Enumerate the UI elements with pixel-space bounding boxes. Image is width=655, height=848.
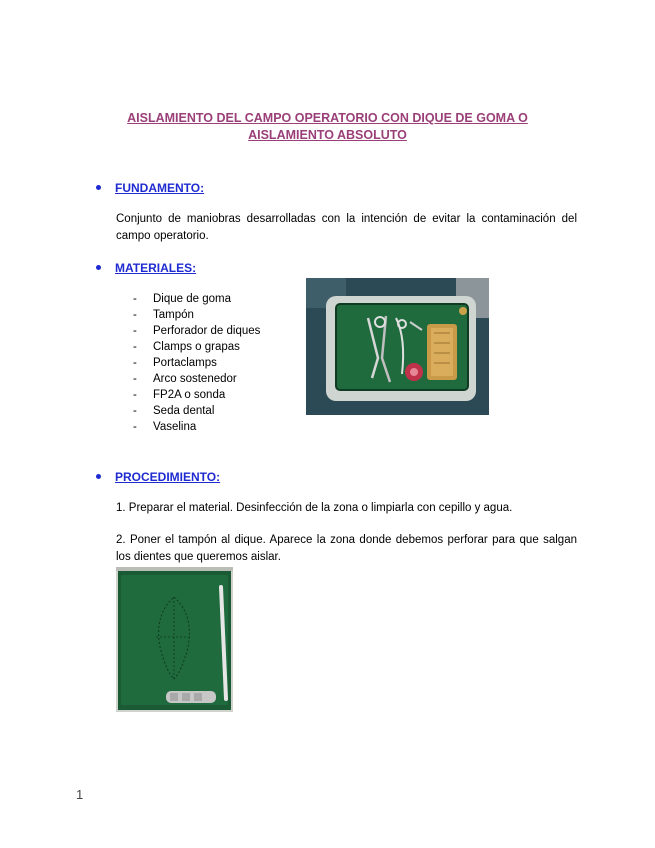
- list-item: - Seda dental: [133, 405, 215, 417]
- bullet-icon: [96, 265, 101, 270]
- bullet-icon: [96, 474, 101, 479]
- list-item: - Tampón: [133, 309, 194, 321]
- procedure-step-1: 1. Preparar el material. Desinfección de la zona o limpiarla con cepillo y agua.: [116, 502, 513, 514]
- materials-list: [133, 291, 260, 435]
- list-item: - Portaclamps: [133, 357, 217, 369]
- title-line-2: AISLAMIENTO ABSOLUTO: [248, 128, 407, 142]
- dam-image: [116, 567, 233, 712]
- rubber-dam-photo: [116, 567, 233, 712]
- section-heading-fundamento: FUNDAMENTO:: [96, 181, 204, 195]
- title-line-1: AISLAMIENTO DEL CAMPO OPERATORIO CON DIQUE DE GOMA O: [127, 111, 528, 125]
- page-number: 1: [76, 787, 84, 802]
- section-heading-procedimiento: PROCEDIMIENTO:: [96, 470, 220, 484]
- bullet-icon: [96, 185, 101, 190]
- list-item: - Clamps o grapas: [133, 341, 240, 353]
- procedure-step-2: 2. Poner el tampón al dique. Aparece la zona donde debemos perforar para que salgan los dientes que queremos aislar.: [116, 534, 577, 563]
- materials-tray-photo: [306, 278, 489, 415]
- list-item: - Perforador de diques: [133, 325, 261, 337]
- list-item: - Arco sostenedor: [133, 373, 237, 385]
- list-item: - FP2A o sonda: [133, 389, 226, 401]
- tray-image: [306, 278, 489, 415]
- list-item: - Dique de goma: [133, 293, 231, 305]
- list-item: - Vaselina: [133, 421, 197, 433]
- section-heading-materiales: MATERIALES:: [96, 261, 196, 275]
- document-title: [100, 110, 555, 144]
- fundamento-text: Conjunto de maniobras desarrolladas con la intención de evitar la contaminación del campo operatorio.: [116, 213, 577, 242]
